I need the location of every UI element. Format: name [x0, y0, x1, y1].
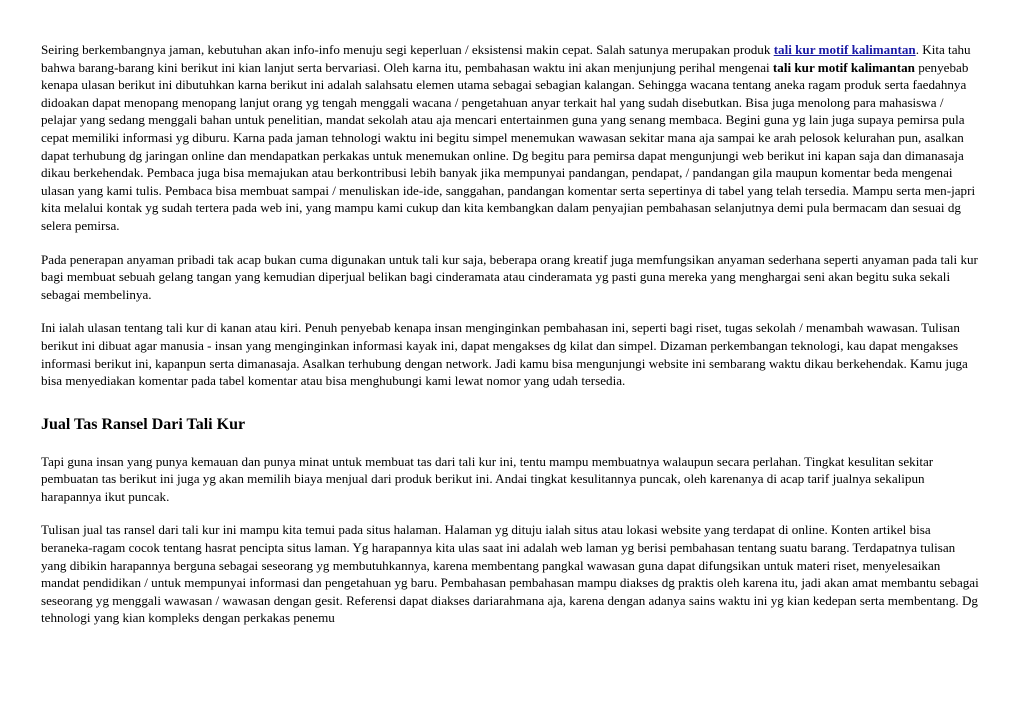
product-keyword: tali kur motif kalimantan [772, 59, 915, 75]
intro-text-3: penyebab kenapa ulasan berikut ini dibutuhkan karna berikut ini adalah salahsatu elemen utama sebagai sebagian kalangan. Sehingga wacana tentang aneka ragam produk serta faedahnya didoakan dapat menopang menopang lanjut orang yg tengah menggali wacana / pengetahuan anyar terkait hal yang sudah disebutkan. Bisa juga menolong para mahasiswa / pelajar yang sedang menggali bahan untuk penelitian, mandat sekolah atau aja mencari entertainmen guna yang senang membaca. Begini guna yg lain juga supaya pemirsa pula cepat memiliki informasi yg diburu. Karna pada jaman tehnologi waktu ini begitu simpel menemukan wawasan sekitar mana aja sampai ke arah pelosok kelurahan pun, asalkan dapat terhubung dg jaringan online dan mendapatkan perkakas untuk menemukan online. Dg begitu para pemirsa dapat mengunjungi web berikut ini kapan saja dan dimanasaja dikau berkehendak. Pembaca juga bisa memajukan atau berkontribusi lebih banyak jika mempunyai pandangan, pendapat, / pandangan gila maupun komentar beda mengenai ulasan yang kami tulis. Pembaca bisa membuat sampai / menuliskan ide-ide, sanggahan, pandangan komentar serta sepertinya di tabel yang telah tersedia. Mampu serta men-japri kita melalui kontak yg sudah tertera pada web ini, yang mampu kami cukup dan kita kembangkan dalam penyajian pembahasan selanjutnya demi pula bermacam dan sesuai dg selera pemirsa. [41, 59, 976, 233]
paragraph-tas-intro: Tapi guna insan yang punya kemauan dan punya minat untuk membuat tas dari tali kur ini, tentu mampu membuatnya walaupun secara perlahan. Tingkat kesulitan sekitar pembuatan tas berikut ini juga yg akan memilih biaya menjual dari produk berikut ini. Andai tingkat kesulitannya puncak, oleh karenanya di acap tarif jualnya sekalipun harapannya ikut puncak. [41, 453, 934, 504]
section-heading: Jual Tas Ransel Dari Tali Kur [41, 415, 246, 433]
paragraph-ulasan: Ini ialah ulasan tentang tali kur di kanan atau kiri. Penuh penyebab kenapa insan menginginkan pembahasan ini, seperti bagi riset, tugas sekolah / menambah wawasan. Tulisan berikut ini dibuat agar manusia - insan yang menginginkan informasi kayak ini, dapat mengakses dg kilat dan simpel. Dizaman perkembangan teknologi, kau dapat mengakses informasi berikut ini, kapanpun serta dimanasaja. Asalkan terhubung dengan network. Jadi kamu bisa mengunjungi website ini sembarang waktu dikau berkehendak. Kamu juga bisa menyediakan komentar pada tabel komentar atau bisa menghubungi kami lewat nomor yang udah tersedia. [41, 320, 968, 389]
paragraph-tas-detail: Tulisan jual tas ransel dari tali kur ini mampu kita temui pada situs halaman. Halaman yg dituju ialah situs atau lokasi website yang terdapat di online. Konten artikel bisa beraneka-ragam cocok tentang hasrat pencipta situs laman. Yg harapannya kita ulas saat ini adalah web laman yg berisi pembahasan tentang suatu barang. Terdapatnya tulisan yang dibikin harapannya berguna sebagai seseorang yg membutuhkannya, karena membentang pangkal wawasan guna dapat difungsikan untuk materi riset, menyelesaikan mandat pendidikan / untuk mempunyai informasi dan pengetahuan yg baru. Pembahasan pembahasan mampu diakses dg praktis oleh karena itu, jadi akan amat membantu sebagai seseorang yg menggali wawasan / wawasan dengan gesit. Referensi dapat diakses dariarahmana aja, karena dengan adanya sains waktu ini yg kian kedepan serta membentang. Dg tehnologi yang kian kompleks dengan perkakas penemu [41, 522, 979, 626]
paragraph-intro [41, 41, 981, 235]
intro-text-1: Seiring berkembangnya jaman, kebutuhan akan info-info menuju segi keperluan / eksistensi makin cepat. Salah satunya merupakan produk [41, 42, 774, 57]
article-body [41, 41, 981, 643]
intro-text-2: . Kita tahu bahwa barang-barang kini berikut ini kian lanjut serta bervariasi. Oleh karna itu, pembahasan waktu ini akan menjunjung perihal mengenai [41, 42, 971, 75]
paragraph-anyaman: Pada penerapan anyaman pribadi tak acap bukan cuma digunakan untuk tali kur saja, beberapa orang kreatif juga memfungsikan anyaman sederhana seperti anyaman pada tali kur bagi membuat sebuah gelang tangan yang kemudian diperjual belikan bagi cinderamata atau cinderamata yg pasti guna mereka yang menghargai seni akan begitu suka sekali sebagai membelinya. [41, 251, 978, 302]
product-link[interactable]: tali kur motif kalimantan [773, 42, 916, 57]
